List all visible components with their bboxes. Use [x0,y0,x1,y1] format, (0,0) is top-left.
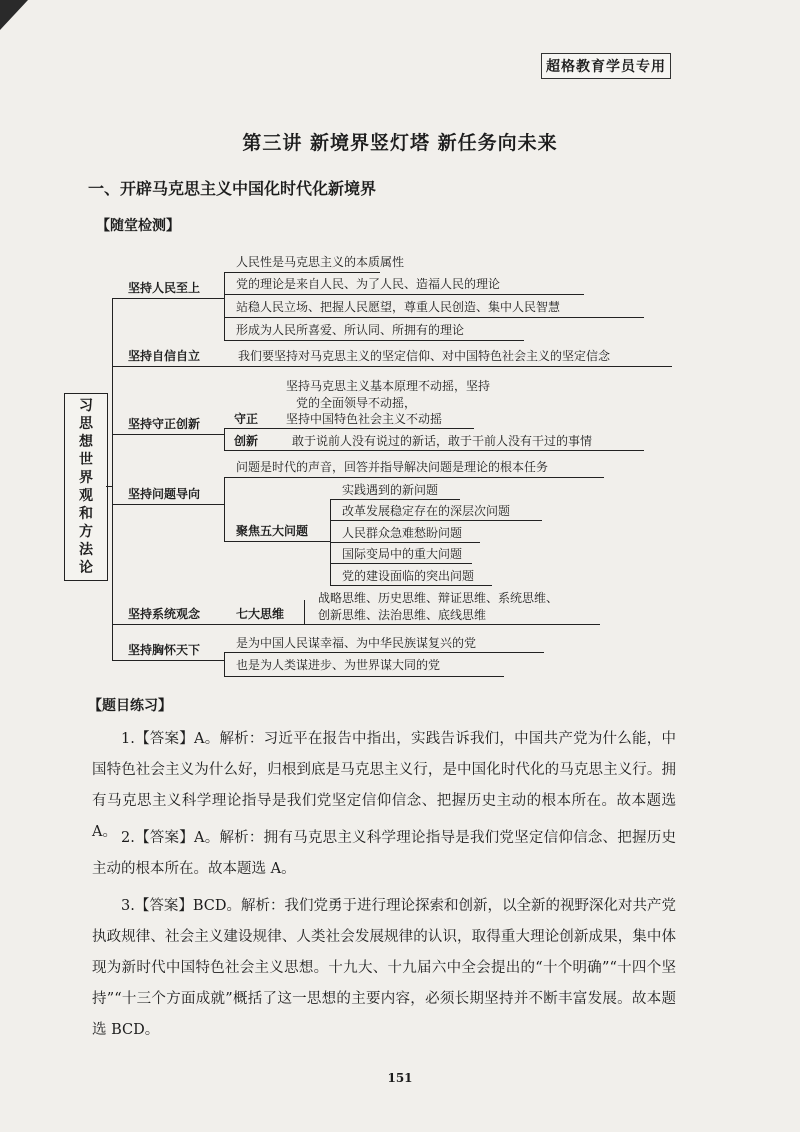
leaf-underline [224,317,644,318]
label-chuangxin: 创新 [234,434,259,448]
leaf-text: 站稳人民立场、把握人民愿望，尊重人民创造、集中人民智慧 [236,300,561,314]
bracket-vertical [224,477,225,541]
bracket-vertical [224,652,225,676]
student-badge: 超格教育学员专用 [541,53,671,79]
leaf-text: 人民性是马克思主义的本质属性 [236,255,405,269]
root-char: 论 [79,560,93,576]
leaf-text: 国际变局中的重大问题 [342,547,463,561]
leaf-underline [330,499,460,500]
branch-people-first: 坚持人民至上 [128,281,201,295]
corner-scan-mark [0,0,30,32]
leaf-text: 创新思维、法治思维、底线思维 [318,608,487,622]
leaf-text: 战略思维、历史思维、辩证思维、系统思维、 [318,591,559,605]
leaf-text: 也是为人类谋进步、为世界谋大同的党 [236,658,441,672]
root-char: 想 [79,434,93,450]
leaf-text: 问题是时代的声音，回答并指导解决问题是理论的根本任务 [236,460,549,474]
label-shouzheng: 守正 [234,412,259,426]
leaf-text: 党的建设面临的突出问题 [342,569,475,583]
leaf-text: 改革发展稳定存在的深层次问题 [342,504,511,518]
branch-underline [112,298,224,299]
leaf-underline [330,585,492,586]
leaf-text: 党的全面领导不动摇， [296,396,417,410]
leaf-text: 坚持中国特色社会主义不动摇 [286,412,443,426]
root-char: 和 [79,506,93,522]
leaf-underline [224,477,604,478]
root-char: 世 [79,452,93,468]
branch-underline [112,624,600,625]
leaf-underline [224,450,644,451]
leaf-underline [224,272,380,273]
leaf-text: 形成为人民所喜爱、所认同、所拥有的理论 [236,323,465,337]
branch-underline [112,504,224,505]
bracket-vertical [224,428,225,450]
root-char: 习 [79,398,93,414]
leaf-underline [224,340,524,341]
leaf-underline [224,294,584,295]
answer-paragraph-3: 3.【答案】BCD。解析：我们党勇于进行理论探索和创新，以全新的视野深化对共产党执政规律、社会主义建设规律、人类社会发展规律的认识，取得重大理论创新成果，集中体现为新时代中国特色社会主义思想。十九大、十九届六中全会提出的“十个明确”“十四个坚持”“十三个方面成就”概括了这一思想的主要内容，必须长期坚持并不断丰富发展。故本题选 BCD。 [92,898,676,1038]
section-heading: 一、开辟马克思主义中国化时代化新境界 [88,179,377,198]
branch-innovation: 坚持守正创新 [128,417,201,431]
root-char: 界 [79,470,93,486]
leaf-text: 敢于说前人没有说过的新话，敢于干前人没有干过的事情 [292,434,593,448]
leaf-underline [224,652,544,653]
root-char: 法 [79,542,93,558]
branch-systems-view: 坚持系统观念 [128,607,201,621]
branch-underline [112,660,224,661]
main-trunk [112,298,113,660]
label-seven-thinking: 七大思维 [236,607,285,621]
leaf-underline [224,676,504,677]
leaf-text: 我们要坚持对马克思主义的坚定信仰、对中国特色社会主义的坚定信念 [238,349,611,363]
leaf-underline [330,520,542,521]
root-char: 方 [79,524,93,540]
exercise-label: 【题目练习】 [88,698,172,714]
branch-underline [112,366,672,367]
bracket-vertical [304,600,305,624]
page-number: 151 [387,1071,413,1085]
leaf-text: 坚持马克思主义基本原理不动摇，坚持 [286,379,491,393]
leaf-text: 人民群众急难愁盼问题 [342,526,463,540]
root-char: 观 [79,488,93,504]
leaf-underline [224,428,474,429]
lecture-title: 第三讲 新境界竖灯塔 新任务向未来 [242,132,558,154]
branch-underline [112,434,224,435]
mindmap-root [64,393,108,581]
branch-problem-oriented: 坚持问题导向 [128,487,201,501]
branch-world-vision: 坚持胸怀天下 [128,643,201,657]
leaf-text: 实践遇到的新问题 [342,483,439,497]
leaf-underline [224,541,330,542]
leaf-text: 是为中国人民谋幸福、为中华民族谋复兴的党 [236,636,477,650]
leaf-underline [330,542,480,543]
branch-self-confidence: 坚持自信自立 [128,349,201,363]
answer-paragraph-2: 2.【答案】A。解析：拥有马克思主义科学理论指导是我们党坚定信仰信念、把握历史主动的根本所在。故本题选 A。 [92,830,676,877]
leaf-underline [330,563,472,564]
root-char: 思 [79,416,93,432]
leaf-text: 党的理论是来自人民、为了人民、造福人民的理论 [236,277,501,291]
answer-paragraph-1: 1.【答案】A。解析：习近平在报告中指出，实践告诉我们，中国共产党为什么能，中国特色社会主义为什么好，归根到底是马克思主义行，是中国化时代化的马克思主义行。拥有马克思主义科学理论指导是我们党坚定信仰信念、把握历史主动的根本所在。故本题选 A。 [92,731,676,840]
in-class-check-label: 【随堂检测】 [96,218,180,234]
bracket-vertical [224,272,225,340]
label-five-problems: 聚焦五大问题 [236,524,309,538]
